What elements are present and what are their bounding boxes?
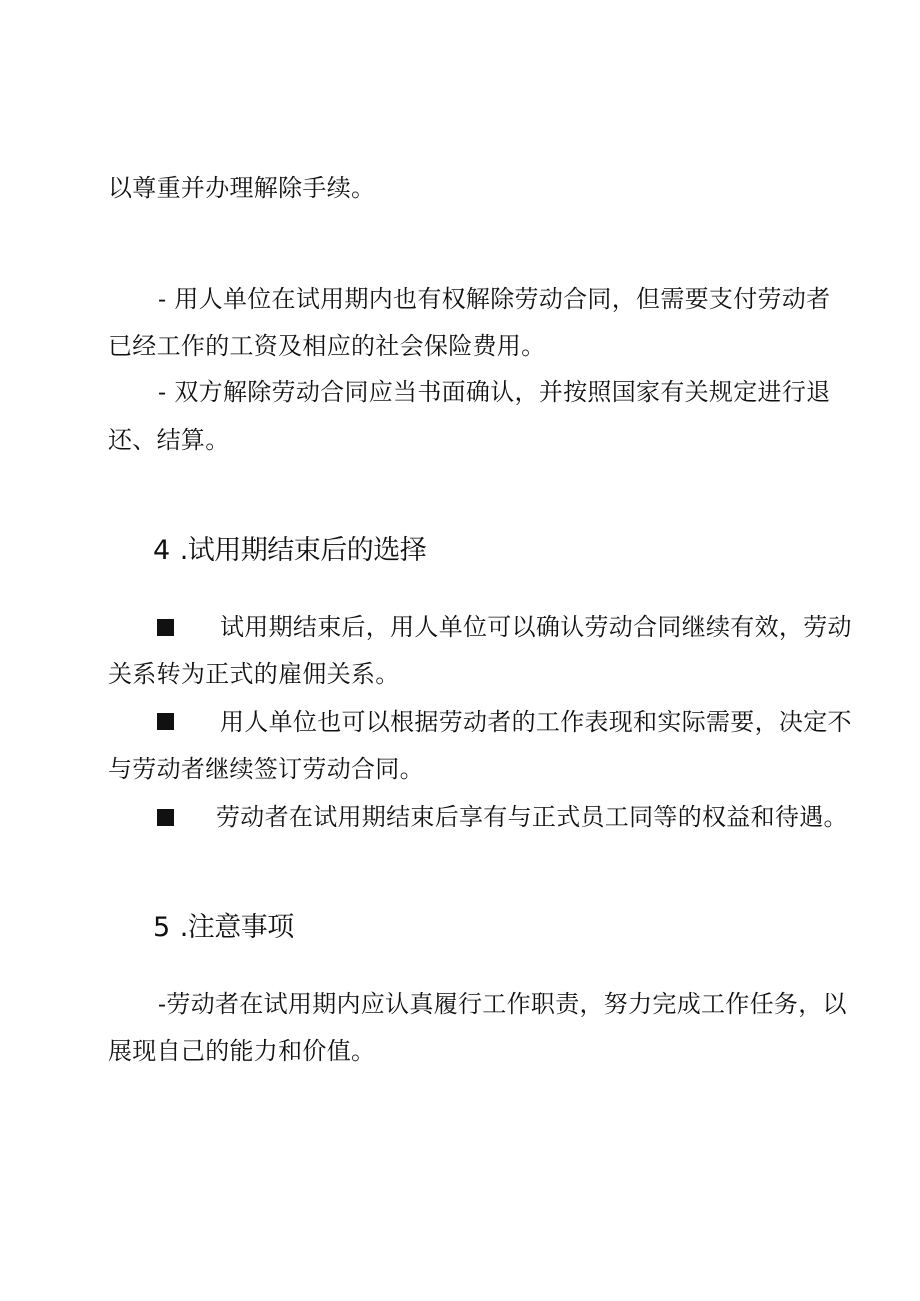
section-heading [153,533,426,569]
section-heading [153,910,294,946]
list-item-line: 展现自己的能力和价值。 [108,1037,376,1065]
section-title: .试用期结束后的选择 [179,535,427,566]
square-bullet-icon [157,619,174,636]
list-item-line: 与劳动者继续签订劳动合同。 [108,755,424,783]
list-item-line: 劳动者在试用期结束后享有与正式员工同等的权益和待遇。 [216,803,848,831]
list-item-line: 试用期结束后，用人单位可以确认劳动合同继续有效，劳动 [220,613,852,641]
square-bullet-icon [157,809,174,826]
list-item-line: 已经工作的工资及相应的社会保险费用。 [108,332,546,360]
section-number: 5 [153,912,170,943]
list-item-line: -劳动者在试用期内应认真履行工作职责，努力完成工作任务，以 [158,990,847,1018]
square-bullet-icon [157,713,174,730]
paragraph-continuation: 以尊重并办理解除手续。 [108,174,376,202]
section-title: .注意事项 [179,912,294,943]
section-number: 4 [153,535,170,566]
list-item-line: 还、结算。 [108,426,230,454]
list-item-line: 用人单位也可以根据劳动者的工作表现和实际需要，决定不 [220,708,852,736]
list-item-line: 关系转为正式的雇佣关系。 [108,660,400,688]
list-item-line: - 双方解除劳动合同应当书面确认，并按照国家有关规定进行退 [158,378,831,406]
list-item-line: - 用人单位在试用期内也有权解除劳动合同，但需要支付劳动者 [158,285,831,313]
